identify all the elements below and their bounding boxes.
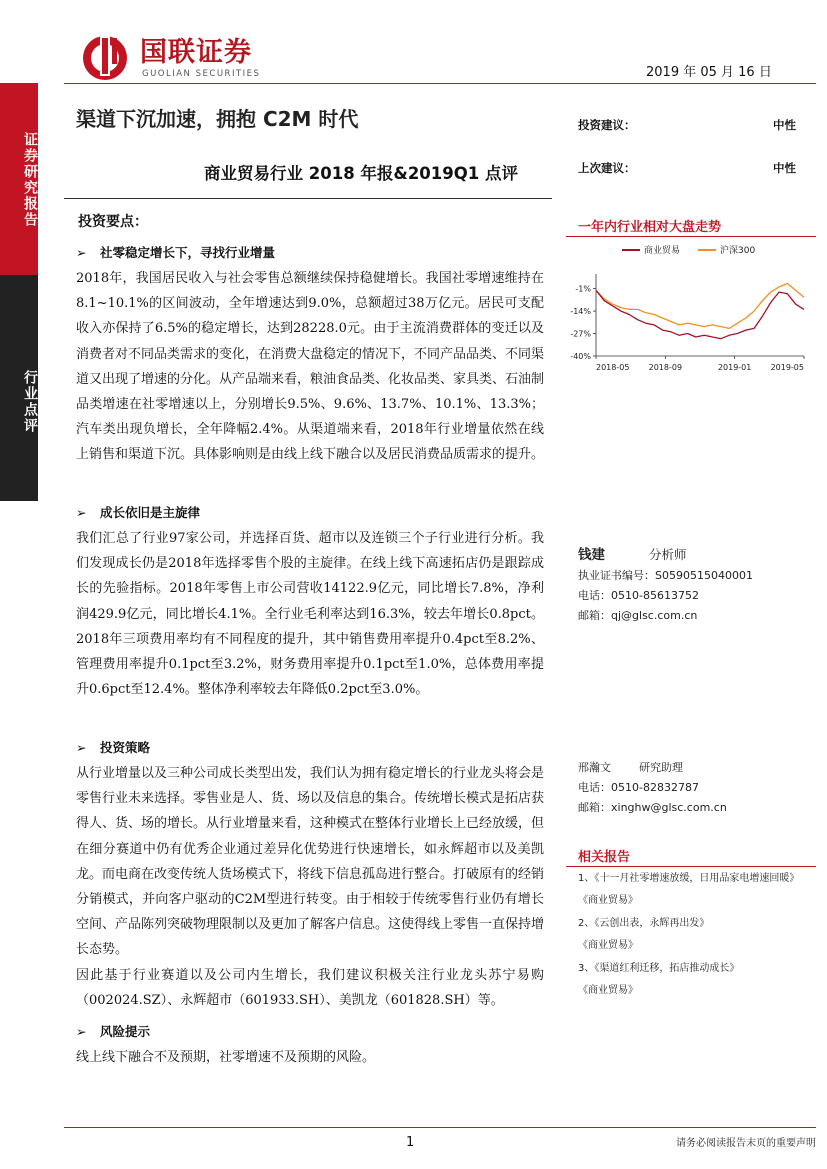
section-heading-text: 风险提示 [100, 1024, 151, 1039]
paragraph: 2018年，我国居民收入与社会零售总额继续保持稳健增长。我国社零增速维持在8.1~10.1%的区间波动，全年增速达到9.0%，总额超过38万亿元。居民可支配收入亦保持了6.5%的稳定增长，达到28228.0元。由于主流消费群体的变迁以及消费者对不同品类需求的变化，在消费大盘稳定的情况下，不同产品品类、不同渠道又出现了增速的分化。从产品端来看，粮油食品类、化妆品类、家具类、石油制品类增速在社零增速以上，分别增长9.5%、9.6%、13.7%、10.1%、13.3%；汽车类出现负增长，全年降幅2.4%。从渠道端来看，2018年行业增量依然在线上销售和渠道下沉。具体影响则是由线上线下融合以及居民消费品质需求的提升。 [76, 271, 545, 463]
analyst-role: 分析师 [649, 547, 687, 562]
related-report-link[interactable]: 2、《云创出表，永辉再出发》 [578, 917, 710, 929]
section-heading-3 [76, 738, 150, 756]
related-report-link[interactable]: 1、《十一月社零增速放缓，日用品家电增速回暖》 [578, 873, 800, 884]
chart-heading: 一年内行业相对大盘走势 [578, 220, 722, 235]
logo-english-name: GUOLIAN SECURITIES [142, 69, 261, 79]
related-reports-list [578, 868, 818, 1002]
phone-label: 电话： [578, 781, 611, 794]
section-body-3 [76, 761, 544, 1013]
chart-heading-rule [566, 236, 816, 237]
assistant-role: 研究助理 [639, 761, 683, 774]
section-heading-text: 社零稳定增长下，寻找行业增量 [100, 245, 276, 260]
cert-number: S0590515040001 [655, 569, 753, 582]
section-body-2 [76, 526, 544, 702]
section-heading-1 [76, 243, 275, 261]
rating-previous-label: 上次建议： [578, 161, 636, 175]
investment-highlights-heading: 投资要点： [78, 214, 148, 230]
related-heading-rule [566, 866, 816, 867]
x-tick-label: 2018-05 [596, 363, 630, 372]
section-body-4 [76, 1045, 544, 1070]
x-tick-label: 2019-05 [770, 363, 804, 372]
header-rule [64, 83, 816, 84]
bullet-arrow-icon: ➢ [76, 1024, 87, 1039]
x-tick-label: 2019-01 [717, 363, 752, 372]
disclaimer-note: 请务必阅读报告末页的重要声明 [676, 1138, 816, 1149]
footer-rule [64, 1127, 816, 1128]
title-rule [64, 198, 552, 199]
section-heading-4 [76, 1022, 150, 1040]
email-label: 邮箱： [578, 801, 611, 814]
related-report-sector: 《商业贸易》 [578, 895, 638, 907]
bullet-arrow-icon: ➢ [76, 245, 87, 260]
sidebar-report-type-label: 证券研究报告 [22, 131, 38, 228]
rating-current-label: 投资建议： [578, 118, 636, 132]
guolian-logo-icon [78, 30, 132, 82]
rating-current-value: 中性 [773, 118, 796, 132]
section-heading-text: 成长依旧是主旋律 [100, 505, 201, 520]
section-body-1 [76, 266, 544, 468]
analyst-card-2 [578, 758, 814, 818]
rating-previous-value: 中性 [773, 161, 796, 175]
cert-label: 执业证书编号： [578, 569, 655, 582]
relative-performance-chart [566, 238, 811, 378]
paragraph: 我们汇总了行业97家公司，并选择百货、超市以及连锁三个子行业进行分析。我们发现成长仍是2018年选择零售个股的主旋律。在线上线下高速拓店仍是跟踪成长的先验指标。2018年零售上市公司营收14122.9亿元，同比增长7.8%，净利润429.9亿元，同比增长4.1%。全行业毛利率达到16.3%，较去年增长0.8pct。2018年三项费用率均有不同程度的提升，其中销售费用率提升0.4pct至8.2%、管理费用率提升0.1pct至3.2%，财务费用率提升0.1pct至1.0%，总体费用率提升0.6pct至12.4%。整体净利率较去年降低0.2pct至3.0%。 [76, 531, 544, 698]
y-tick-label: -40% [570, 352, 591, 361]
phone-label: 电话： [578, 589, 611, 602]
y-tick-label: -1% [575, 284, 591, 294]
paragraph: 线上线下融合不及预期，社零增速不及预期的风险。 [76, 1050, 376, 1065]
x-tick-label: 2018-09 [648, 363, 683, 372]
related-report-sector: 《商业贸易》 [578, 940, 638, 952]
analyst-card-1 [578, 545, 814, 626]
section-heading-2 [76, 503, 200, 521]
paragraph: 从行业增量以及三种公司成长类型出发，我们认为拥有稳定增长的行业龙头将会是零售行业未来选择。零售业是人、货、场以及信息的集合。传统增长模式是拓店获得人、货、场的增长。从行业增量来看，这种模式在整体行业增长上已经放缓，但在细分赛道中仍有优秀企业通过差异化优势进行快速增长，如永辉超市以及美凯龙。而电商在改变传统人货场模式下，将线下信息孤岛进行整合。打破原有的经销分销模式，并向客户驱动的C2M型进行转变。由于相较于传统零售行业仍有增长空间、产品陈列突破物理限制以及更加了解客户信息。这使得线上零售一直保持增长态势。 [76, 766, 545, 958]
page-number: 1 [406, 1135, 415, 1150]
paragraph: 因此基于行业赛道以及公司内生增长，我们建议积极关注行业龙头苏宁易购（002024.SZ）、永辉超市（601933.SH）、美凯龙（601828.SH）等。 [76, 967, 544, 1008]
email-label: 邮箱： [578, 609, 611, 622]
legend-label: 沪深300 [720, 246, 756, 256]
report-subtitle: 商业贸易行业 2018 年报&2019Q1 点评 [204, 164, 518, 183]
related-reports-heading: 相关报告 [578, 850, 631, 865]
related-report-sector: 《商业贸易》 [578, 985, 638, 997]
assistant-name: 邢瀚文 [578, 761, 611, 774]
logo-chinese-name: 国联证券 [140, 37, 252, 68]
y-tick-label: -27% [570, 329, 591, 339]
email-link[interactable]: qj@glsc.com.cn [611, 609, 698, 622]
y-tick-label: -14% [570, 307, 591, 317]
legend-label: 商业贸易 [644, 246, 681, 256]
series-line-industry [596, 290, 804, 338]
section-heading-text: 投资策略 [100, 740, 151, 755]
bullet-arrow-icon: ➢ [76, 740, 87, 755]
report-date: 2019 年 05 月 16 日 [646, 65, 772, 80]
phone-number: 0510-85613752 [611, 589, 699, 602]
sidebar-category-label: 行业点评 [22, 370, 38, 434]
related-report-link[interactable]: 3、《渠道红利迁移，拓店推动成长》 [578, 962, 740, 974]
report-title: 渠道下沉加速，拥抱 C2M 时代 [76, 107, 359, 131]
series-line-index [596, 284, 804, 329]
phone-number: 0510-82832787 [611, 781, 699, 794]
analyst-name: 钱建 [578, 547, 605, 563]
email-link[interactable]: xinghw@glsc.com.cn [611, 801, 727, 814]
bullet-arrow-icon: ➢ [76, 505, 87, 520]
